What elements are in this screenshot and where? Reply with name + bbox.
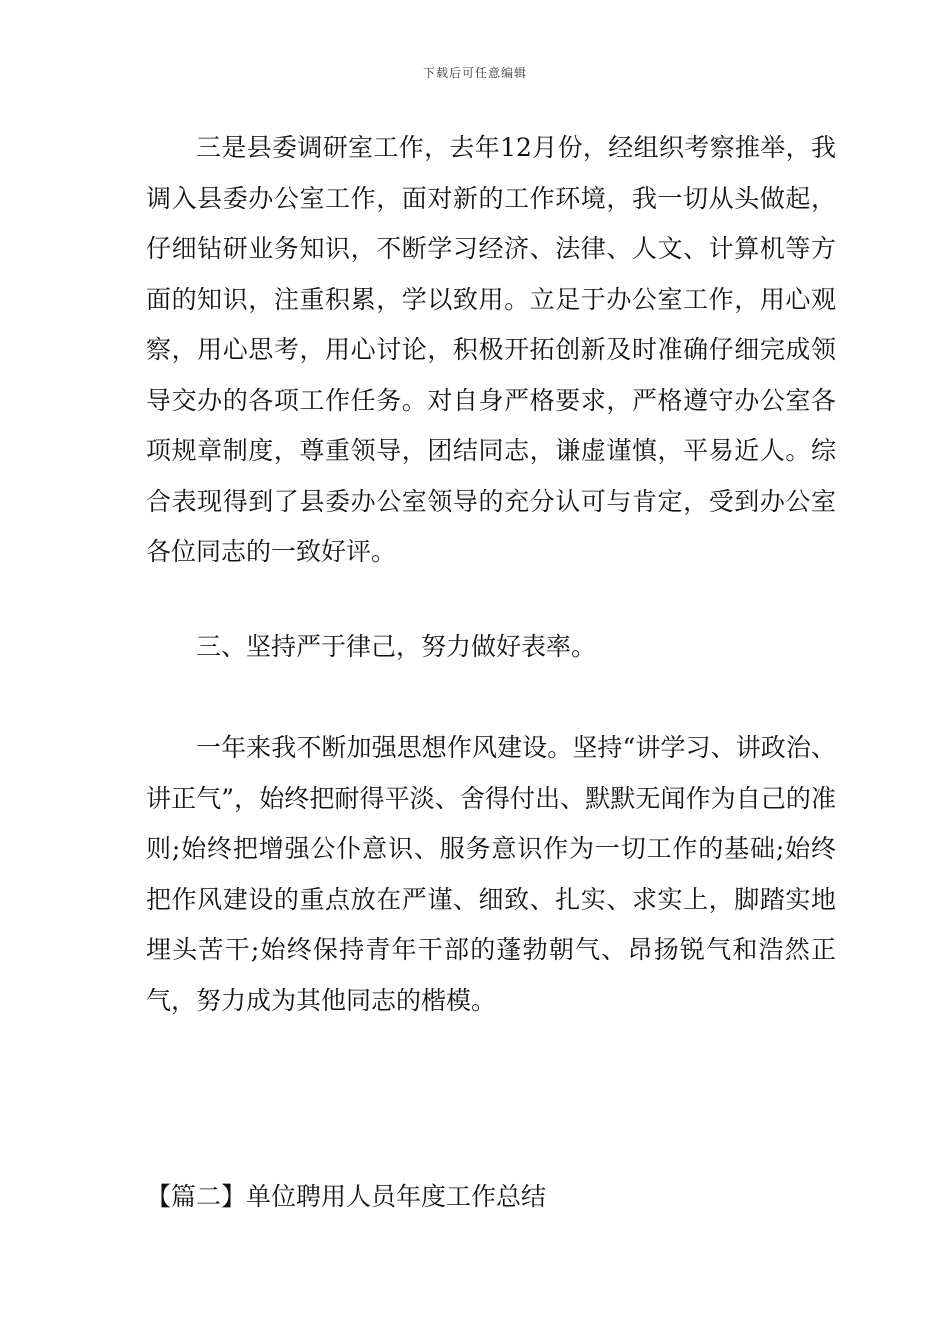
page-header-note: 下载后可任意编辑 — [422, 66, 527, 80]
paragraph-heading-self-discipline: 三、坚持严于律己，努力做好表率。 — [196, 632, 597, 661]
paragraph-style-building: 一年来我不断加强思想作风建设。坚持“讲学习、讲政治、讲正气”，始终把耐得平淡、舍得付出、默默无闻作为自己的准则;始终把增强公仆意识、服务意识作为一切工作的基础;始终把作风建设的重点放在严谨、细致、扎实、求实上，脚踏实地埋头苦干;始终保持青年干部的蓬勃朝气、昂扬锐气和浩然正气，努力成为其他同志的楷模。 — [146, 733, 836, 1015]
section-title: 【篇二】单位聘用人员年度工作总结 — [146, 1182, 547, 1211]
paragraph-research-office-work: 三是县委调研室工作，去年12月份，经组织考察推举，我调入县委办公室工作，面对新的工作环境，我一切从头做起，仔细钻研业务知识，不断学习经济、法律、人文、计算机等方面的知识，注重积累，学以致用。立足于办公室工作，用心观察，用心思考，用心讨论，积极开拓创新及时准确仔细完成领导交办的各项工作任务。对自身严格要求，严格遵守办公室各项规章制度，尊重领导，团结同志，谦虚谨慎，平易近人。综合表现得到了县委办公室领导的充分认可与肯定，受到办公室各位同志的一致好评。 — [146, 133, 836, 566]
